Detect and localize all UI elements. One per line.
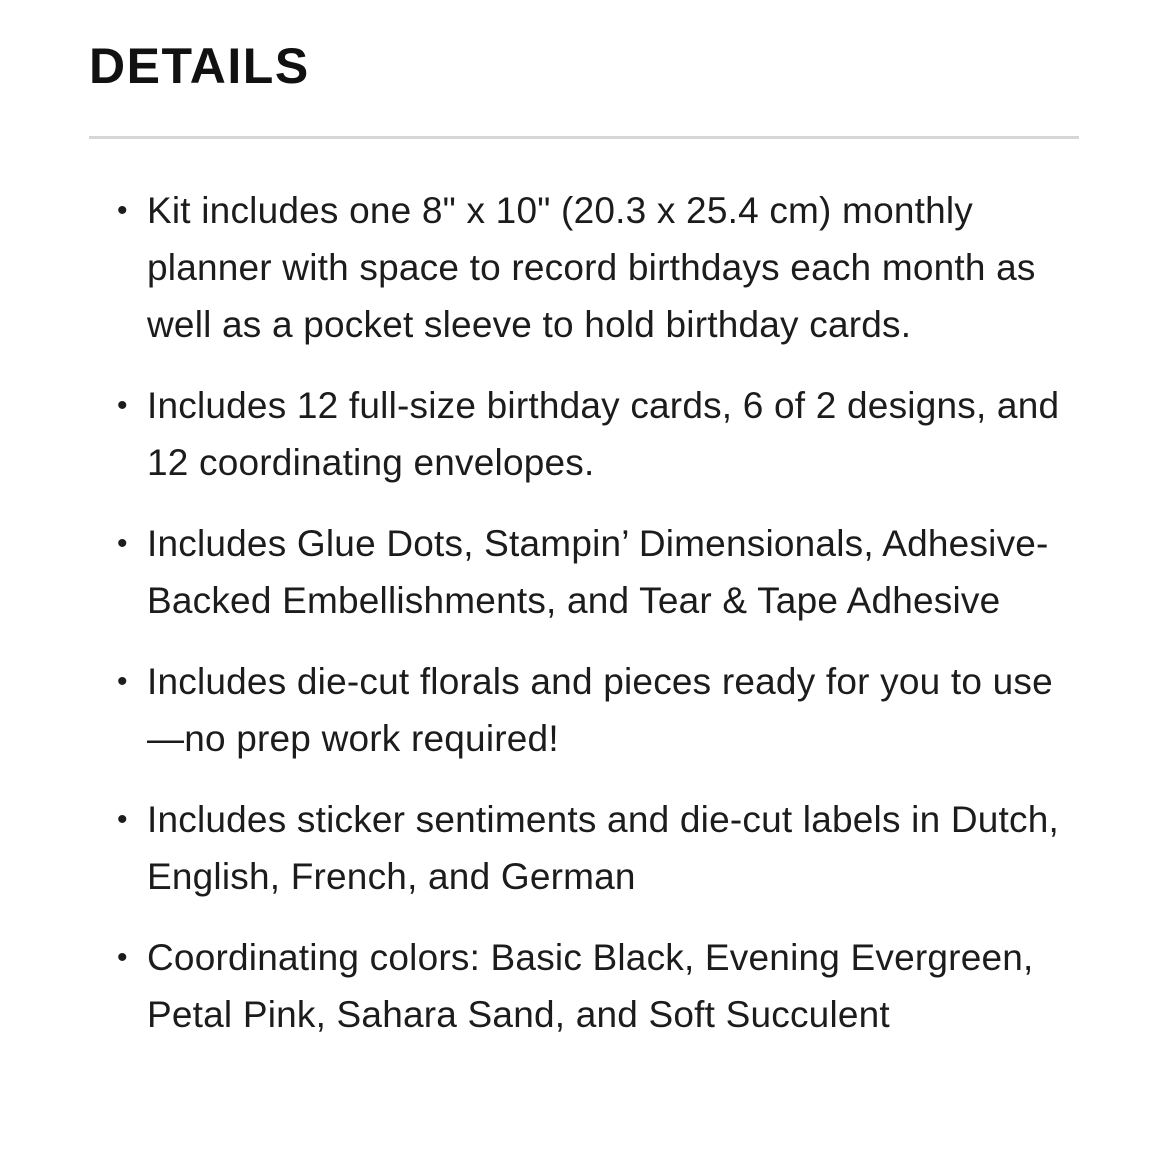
section-divider <box>89 136 1079 139</box>
bullet-icon: • <box>117 803 128 836</box>
list-item <box>117 929 1077 1043</box>
list-item <box>117 377 1077 491</box>
details-section <box>89 0 1079 1035</box>
list-item-text: Includes 12 full-size birthday cards, 6 of 2 designs, and 12 coordinating envelopes. <box>147 385 1060 483</box>
list-item <box>117 515 1077 629</box>
list-item-text: Includes sticker sentiments and die-cut labels in Dutch, English, French, and German <box>147 799 1059 897</box>
list-item-text: Includes die-cut florals and pieces ready for you to use—no prep work required! <box>147 661 1053 759</box>
list-item <box>117 653 1077 767</box>
list-item <box>117 182 1077 353</box>
bullet-icon: • <box>117 389 128 422</box>
list-item <box>117 791 1077 905</box>
bullet-icon: • <box>117 527 128 560</box>
details-heading: DETAILS <box>89 38 310 94</box>
list-item-text: Kit includes one 8" x 10" (20.3 x 25.4 cm) monthly planner with space to record birthdays each month as well as a pocket sleeve to hold birthday cards. <box>147 190 1036 345</box>
bullet-icon: • <box>117 194 128 227</box>
list-item-text: Includes Glue Dots, Stampin’ Dimensionals, Adhesive-Backed Embellishments, and Tear & Tape Adhesive <box>147 523 1049 621</box>
bullet-icon: • <box>117 665 128 698</box>
bullet-icon: • <box>117 941 128 974</box>
details-list <box>117 182 1077 1067</box>
list-item-text: Coordinating colors: Basic Black, Evening Evergreen, Petal Pink, Sahara Sand, and Soft Succulent <box>147 937 1034 1035</box>
